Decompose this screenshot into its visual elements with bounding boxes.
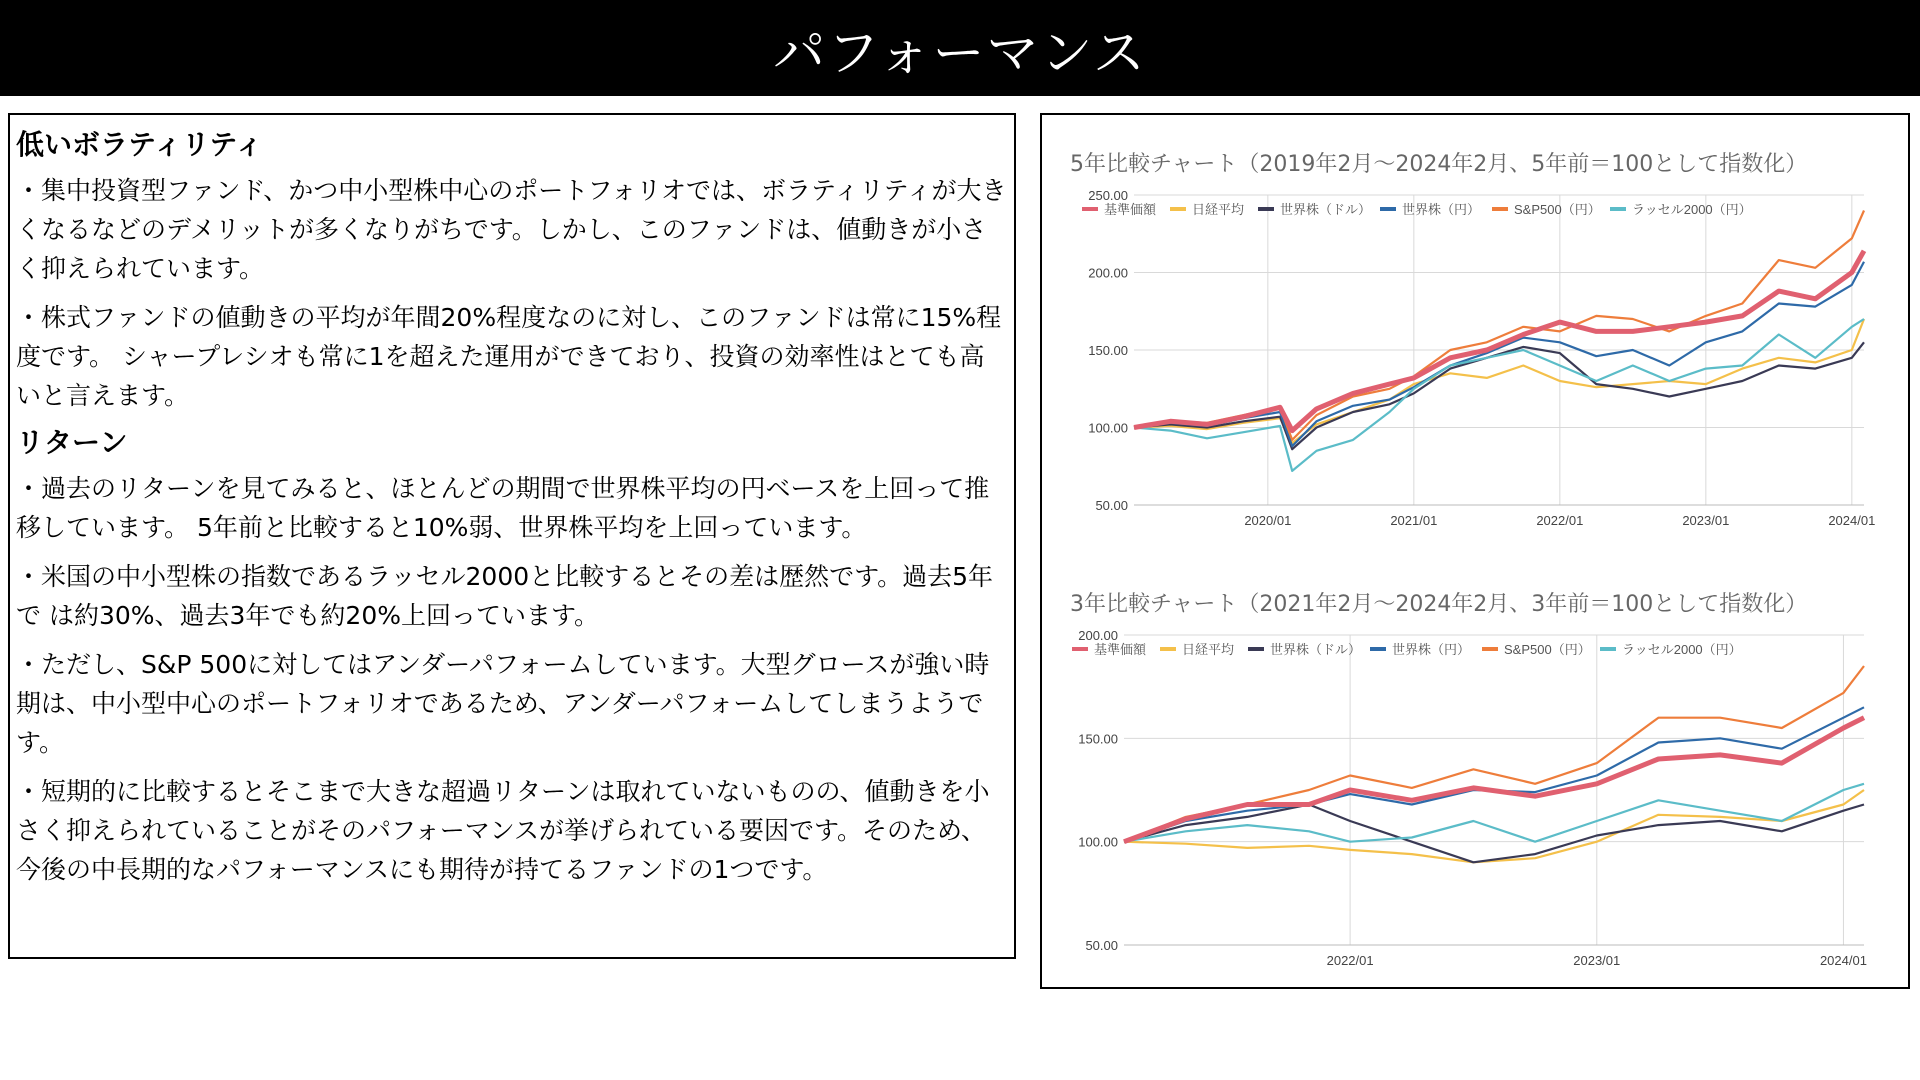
x-tick-label: 2024/01 (1819, 953, 1867, 968)
paragraph-1: ・集中投資型ファンド、かつ中小型株中心のポートフォリオでは、ボラティリティが大きくなるなどのデメリットが多くなりがちです。しかし、このファンドは、値動きが小さく抑えられています。 (16, 176, 1007, 283)
legend-label-S-P500-円-: S&P500（円） (1504, 642, 1591, 657)
legend-label-基準価額: 基準価額 (1094, 642, 1147, 657)
series-line-S-P500-円- (1134, 211, 1864, 440)
legend-label-ラッセル2000-円-: ラッセル2000（円） (1632, 202, 1752, 217)
paragraph-3: ・過去のリターンを見てみると、ほとんどの期間で世界株平均の円ベースを上回って推移しています。 5年前と比較すると10%弱、世界株平均を上回っています。 (16, 474, 990, 542)
series-line-ラッセル2000-円- (1134, 319, 1864, 471)
page-title: パフォーマンス (773, 23, 1147, 84)
x-tick-label: 2020/01 (1244, 513, 1292, 528)
chart-panel (1040, 113, 1910, 989)
x-tick-label: 2022/01 (1326, 953, 1374, 968)
legend-label-基準価額: 基準価額 (1104, 202, 1157, 217)
chart-title-5y: 5年比較チャート（2019年2月〜2024年2月、5年前＝100として指数化） (1070, 152, 1808, 177)
y-tick-label: 100.00 (1088, 420, 1128, 436)
paragraph-5: ・ただし、S&P 500に対してはアンダーパフォームしています。大型グロースが強い時期は、中小型中心のポートフォリオであるため、アンダーパフォームしてしまうようです。 (16, 650, 990, 757)
y-tick-label: 200.00 (1088, 265, 1128, 281)
y-tick-label: 200.00 (1078, 628, 1118, 643)
chart-5y (1042, 185, 1908, 585)
y-tick-label: 100.00 (1078, 834, 1118, 850)
legend-label-日経平均: 日経平均 (1182, 642, 1235, 657)
y-tick-label: 150.00 (1078, 731, 1118, 747)
section-heading-volatility: 低いボラティリティ (16, 128, 263, 161)
legend-label-世界株-ドル-: 世界株（ドル） (1270, 642, 1362, 657)
legend-label-日経平均: 日経平均 (1192, 202, 1245, 217)
y-tick-label: 250.00 (1088, 188, 1128, 203)
legend-label-世界株-円-: 世界株（円） (1402, 202, 1481, 217)
x-tick-label: 2023/01 (1682, 513, 1730, 528)
legend-label-世界株-ドル-: 世界株（ドル） (1280, 202, 1372, 217)
paragraph-4: ・米国の中小型株の指数であるラッセル2000と比較するとその差は歴然です。過去5年で は約30%、過去3年でも約20%上回っています。 (16, 562, 994, 630)
y-tick-label: 50.00 (1085, 938, 1118, 953)
header-bar (0, 0, 1920, 96)
section-heading-return: リターン (16, 426, 128, 459)
y-tick-label: 50.00 (1095, 498, 1128, 513)
x-tick-label: 2023/01 (1573, 953, 1621, 968)
chart-title-3y: 3年比較チャート（2021年2月〜2024年2月、3年前＝100として指数化） (1070, 592, 1808, 617)
text-panel (8, 113, 1016, 959)
series-line-基準価額 (1124, 718, 1864, 842)
legend-label-ラッセル2000-円-: ラッセル2000（円） (1622, 642, 1742, 657)
series-line-基準価額 (1134, 251, 1864, 431)
x-tick-label: 2021/01 (1390, 513, 1438, 528)
paragraph-6: ・短期的に比較するとそこまで大きな超過リターンは取れていないものの、値動きを小さく抑えられていることがそのパフォーマンスが挙げられている要因です。そのため、今後の中長期的なパフォーマンスにも期待が持てるファンドの1つです。 (16, 777, 990, 884)
paragraph-2: ・株式ファンドの値動きの平均が年間20%程度なのに対し、このファンドは常に15%程度です。 シャープレシオも常に1を超えた運用ができており、投資の効率性はとても高いと言えます。 (16, 303, 1002, 410)
y-tick-label: 150.00 (1088, 343, 1128, 358)
x-tick-label: 2022/01 (1536, 513, 1584, 528)
legend-label-世界株-円-: 世界株（円） (1392, 642, 1471, 657)
chart-3y (1042, 625, 1908, 1005)
x-tick-label: 2024/01 (1828, 513, 1876, 528)
legend-label-S-P500-円-: S&P500（円） (1514, 202, 1601, 217)
